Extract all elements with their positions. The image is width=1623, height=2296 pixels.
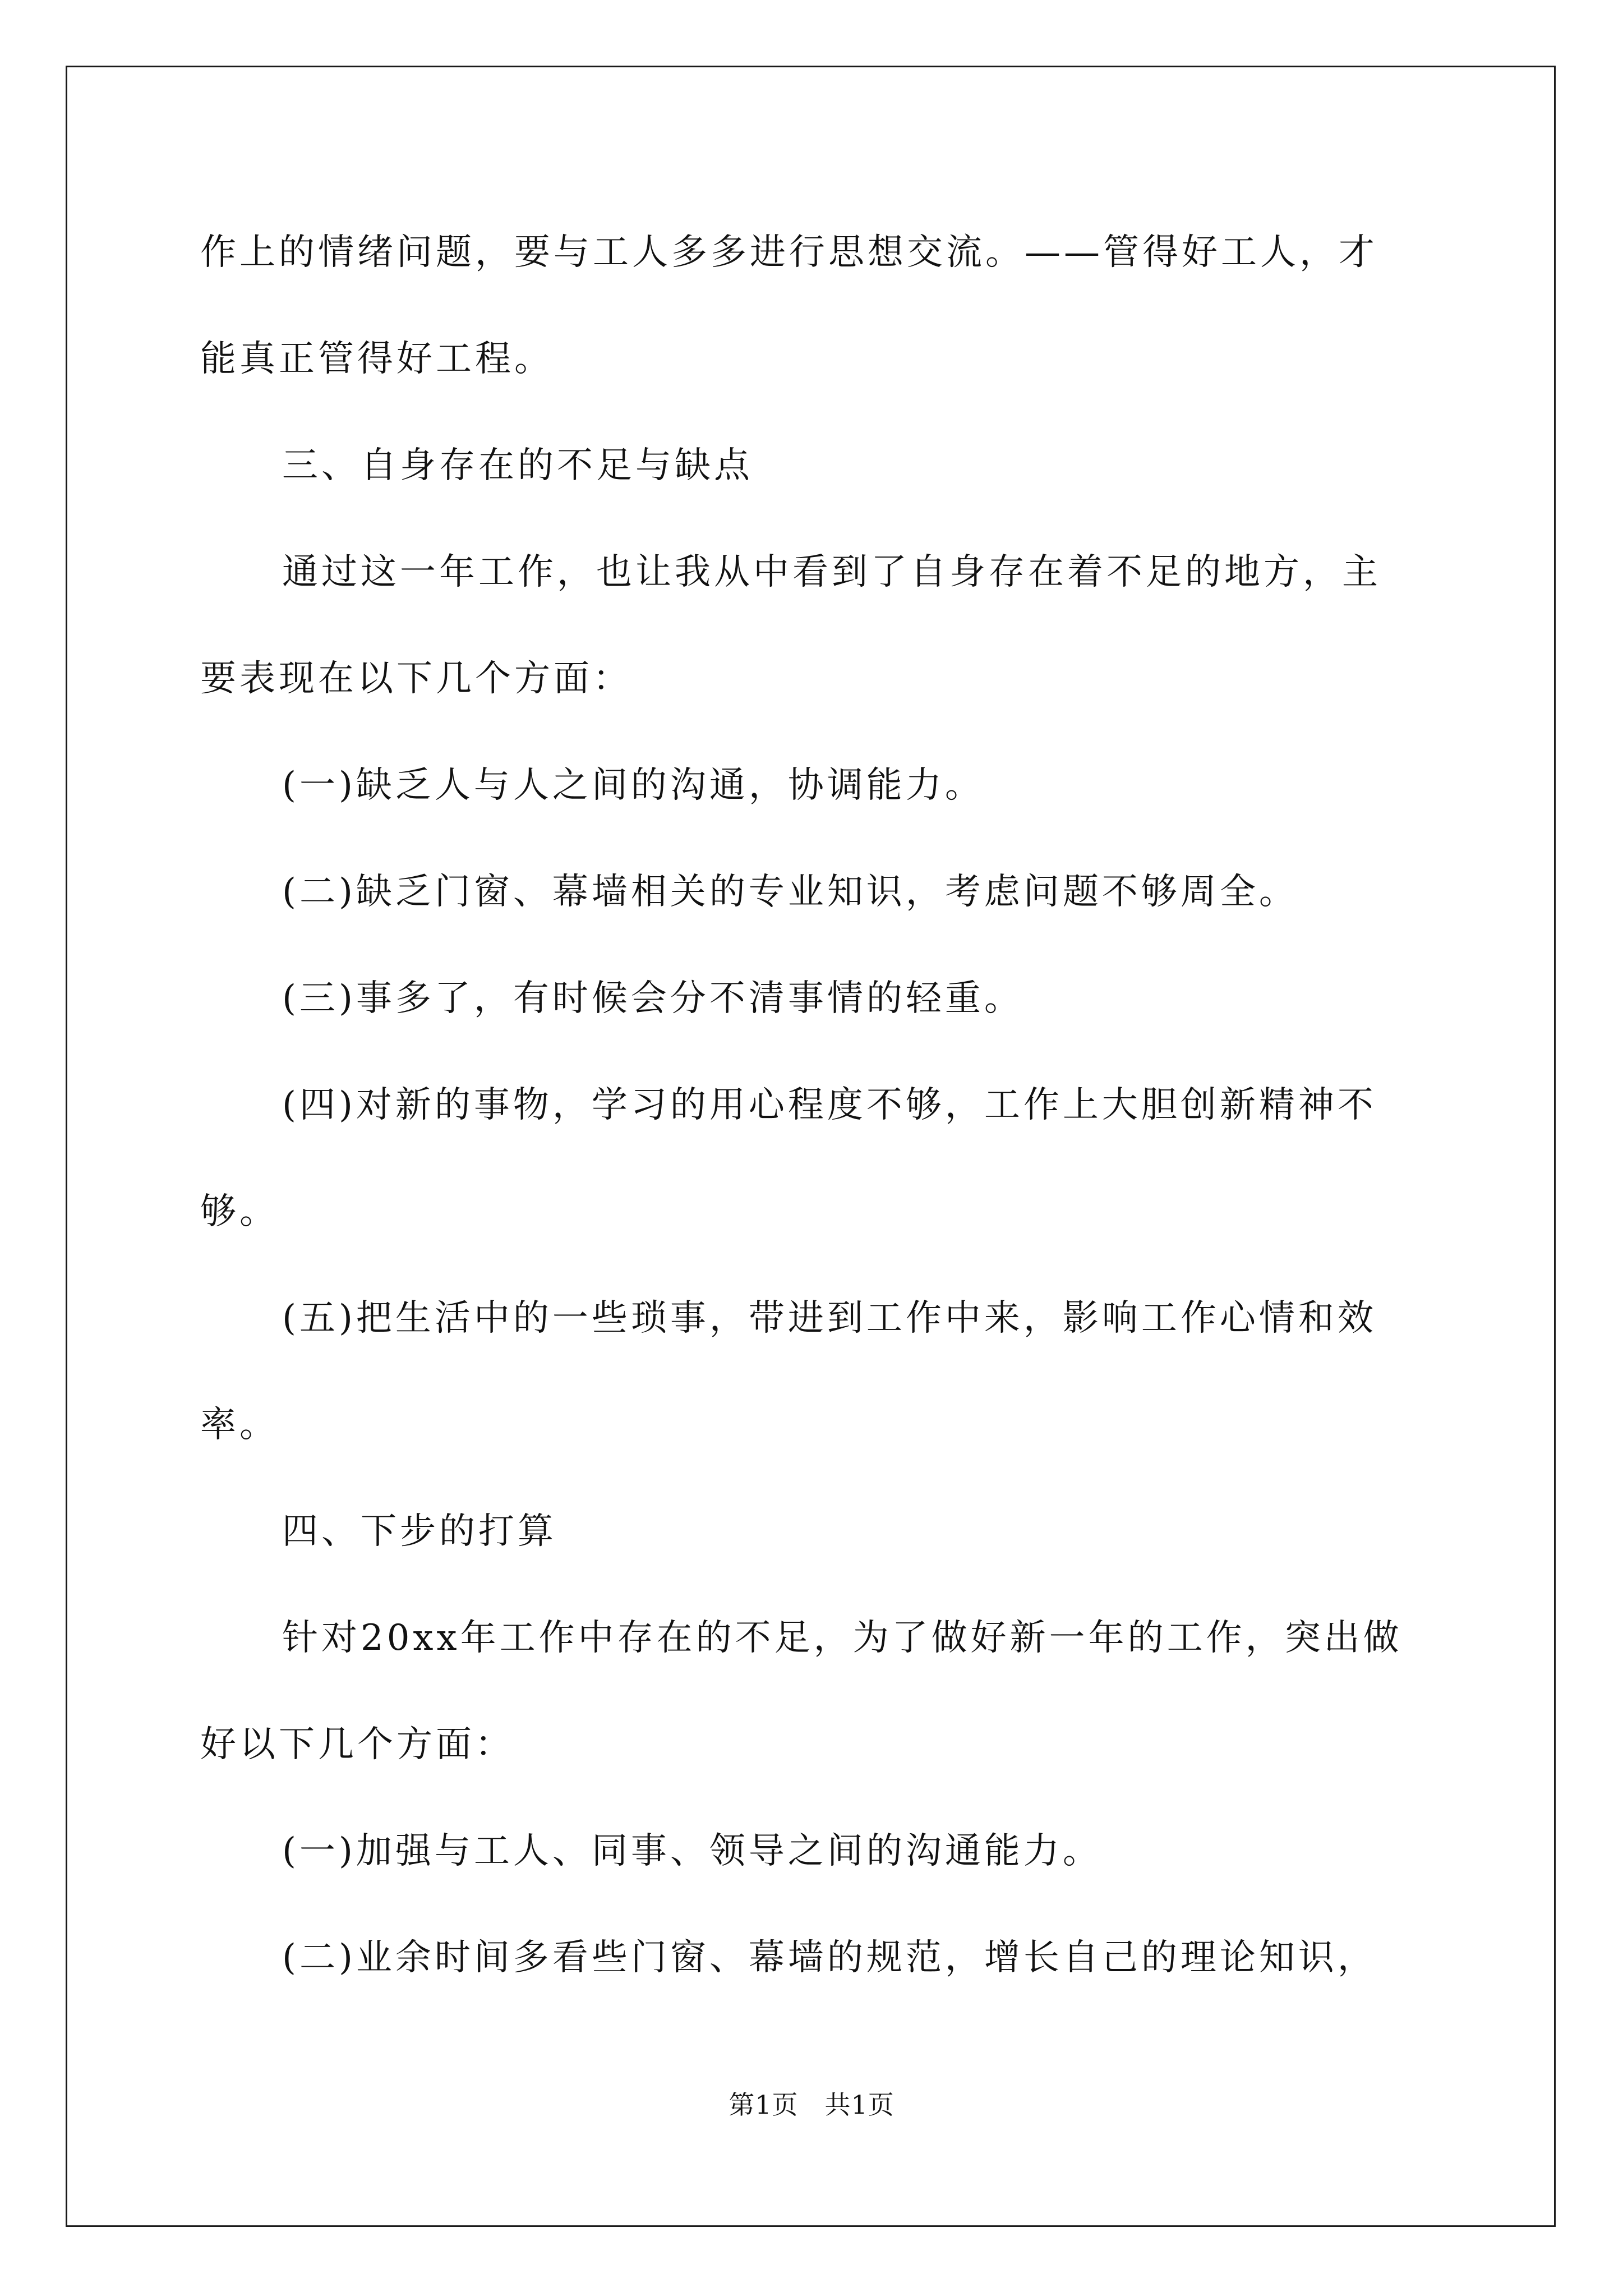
list-item: (三)事多了，有时候会分不清事情的轻重。 <box>282 978 1023 1019</box>
text-line: 要表现在以下几个方面： <box>200 658 632 700</box>
text-line: 率。 <box>200 1404 279 1446</box>
page-total: 共1页 <box>824 2090 895 2120</box>
section-heading: 四、下步的打算 <box>282 1511 557 1552</box>
text-line: 够。 <box>200 1191 279 1232</box>
section-heading: 三、自身存在的不足与缺点 <box>282 445 753 486</box>
page-number: 第1页 <box>728 2090 799 2120</box>
text-line: 针对20xx年工作中存在的不足，为了做好新一年的工作，突出做 <box>282 1617 1403 1659</box>
list-item: (五)把生活中的一些琐事，带进到工作中来，影响工作心情和效 <box>282 1297 1377 1339</box>
list-item: (一)缺乏人与人之间的沟通，协调能力。 <box>282 765 984 806</box>
list-item: (一)加强与工人、同事、领导之间的沟通能力。 <box>282 1830 1102 1872</box>
page-footer <box>0 2085 1623 2122</box>
text-line: 通过这一年工作，也让我从中看到了自身存在着不足的地方，主 <box>282 551 1381 593</box>
list-item: (二)缺乏门窗、幕墙相关的专业知识，考虑问题不够周全。 <box>282 871 1298 913</box>
text-line: 好以下几个方面： <box>200 1724 514 1765</box>
list-item: (二)业余时间多看些门窗、幕墙的规范，增长自己的理论知识， <box>282 1937 1377 1978</box>
document-body <box>200 199 1434 2011</box>
list-item: (四)对新的事物，学习的用心程度不够，工作上大胆创新精神不 <box>282 1084 1377 1126</box>
text-line: 作上的情绪问题，要与工人多多进行思想交流。——管得好工人，才 <box>200 232 1378 273</box>
text-line: 能真正管得好工程。 <box>200 338 554 380</box>
